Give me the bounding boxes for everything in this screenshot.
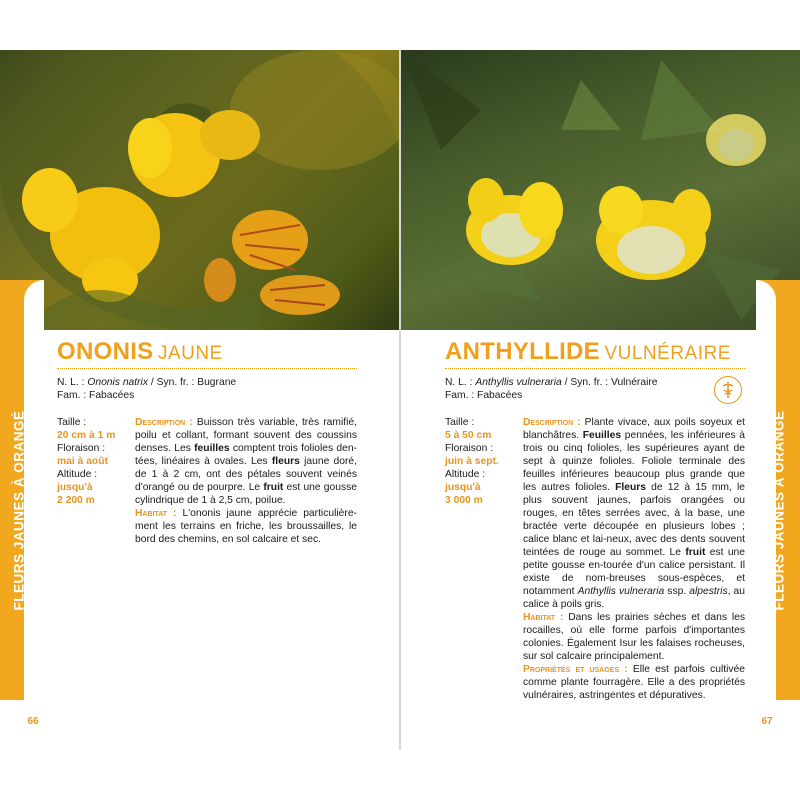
right-nl-latin: Anthyllis vulneraria [475, 377, 562, 388]
left-section-label: FLEURS JAUNES À ORANGÉ [11, 410, 27, 611]
right-section-label: FLEURS JAUNES À ORANGÉ [771, 410, 787, 611]
right-desc-latin-1: Anthyllis vulneraria [577, 586, 665, 597]
left-taille-value: 20 cm à 1 m [57, 430, 116, 441]
right-floraison-label: Floraison : [445, 443, 494, 454]
left-page-corner [24, 280, 44, 700]
right-description-heading: Description : [523, 417, 581, 428]
left-title-rule [57, 368, 357, 369]
left-nl-synonym: / Syn. fr. : Bugrane [148, 377, 237, 388]
right-nl-prefix: N. L. : [445, 377, 476, 388]
right-taille-label: Taille : [445, 417, 475, 428]
left-title-secondary: JAUNE [157, 343, 223, 364]
left-description-heading: Description : [135, 417, 193, 428]
left-description [135, 416, 357, 546]
right-desc-part-5: ssp. [664, 586, 690, 597]
left-nl-prefix: N. L. : [57, 377, 88, 388]
right-taille-value: 5 à 50 cm [445, 430, 492, 441]
left-desc-part-1: Buisson très variable, très ramifié, poilu et collant, formant souvent des coussins denses. Les [135, 417, 357, 454]
left-page-number: 66 [22, 710, 44, 732]
right-desc-latin-2: alpestris [689, 586, 728, 597]
medicinal-plant-icon [714, 376, 742, 404]
book-gutter [399, 50, 401, 750]
right-title-rule [445, 368, 745, 369]
right-desc-fruit: fruit [685, 547, 706, 558]
left-nl-latin: Ononis natrix [87, 377, 148, 388]
left-meta [57, 416, 127, 507]
right-altitude-value-1: jusqu'à [445, 482, 481, 493]
left-desc-part-2: comptent trois folioles den-tées, linéaires à ovales. Les [135, 443, 357, 467]
left-altitude-value-2: 2 200 m [57, 495, 95, 506]
left-altitude-value-1: jusqu'à [57, 482, 93, 493]
right-proprietes-heading: Propriétés et usages : [523, 664, 628, 675]
left-taille-label: Taille : [57, 417, 87, 428]
right-desc-part-3: de 12 à 15 mm, le plus souvent jaunes, parfois orangées ou rouges, en têtes serrées avec, à la base, une bractée verte découpée en plusieurs lobes ; calice blanc et lai-neux, avec des dents souvent teintées de rouge au sommet. Le [523, 482, 745, 558]
right-desc-part-2: pennées, les inférieures à trois ou cinq folioles, les supérieures ayant de sept à quinze folioles. Foliole terminale des feuilles inférieures beaucoup plus grande que les autres folioles. [523, 430, 745, 493]
anthyllis-photo [401, 50, 800, 330]
right-proprietes-text: Elle est parfois cultivée comme plante fourragère. Elle a des propriétés vulnéraires, astringentes et dépuratives. [523, 664, 746, 701]
left-nomenclature [57, 376, 236, 402]
right-page-number: 67 [756, 710, 778, 732]
right-description [523, 416, 745, 702]
left-altitude-label: Altitude : [57, 469, 98, 480]
left-desc-part-3: jaune doré, de 1 à 2 cm, ont des pétales souvent veinés d'orangé ou de pourpre. Le [135, 456, 357, 493]
ononis-photo [0, 50, 399, 330]
left-habitat-text: L'ononis jaune apprécie particulière-ment les terrains en friche, les broussailles, le bord des chemins, en sol calcaire et sec. [135, 508, 357, 545]
right-altitude-label: Altitude : [445, 469, 486, 480]
right-family: Fam. : Fabacées [445, 390, 523, 401]
right-desc-feuilles: Feuilles [582, 430, 622, 441]
right-title-secondary: VULNÉRAIRE [604, 343, 731, 364]
right-nomenclature [445, 376, 658, 402]
right-habitat-heading: Habitat : [523, 612, 564, 623]
right-floraison-value: juin à sept. [445, 456, 499, 467]
left-page-title [57, 338, 223, 366]
left-title-main: ONONIS [57, 338, 154, 365]
right-desc-part-1: Plante vivace, aux poils soyeux et blanchâtres. [523, 417, 745, 441]
left-desc-fleurs: fleurs [271, 456, 300, 467]
right-desc-part-6: , au calice à poils gris. [523, 586, 745, 610]
right-desc-fleurs: Fleurs [615, 482, 647, 493]
left-family: Fam. : Fabacées [57, 390, 135, 401]
right-desc-part-4: est une petite gousse en-tourée d'un calice persistant. Il existe de nom-breuses sous-espèces, et notamment [523, 547, 745, 597]
left-habitat-heading: Habitat : [135, 508, 177, 519]
right-page-title [445, 338, 731, 366]
left-desc-fruit: fruit [263, 482, 284, 493]
right-title-main: ANTHYLLIDE [445, 338, 600, 365]
left-floraison-value: mai à août [57, 456, 108, 467]
left-desc-feuilles: feuilles [194, 443, 230, 454]
right-nl-synonym: / Syn. fr. : Vulnéraire [561, 377, 658, 388]
left-desc-part-4: est une gousse cylindrique de 1 à 2,5 cm, poilue. [135, 482, 357, 506]
left-floraison-label: Floraison : [57, 443, 106, 454]
right-habitat-text: Dans les prairies sèches et dans les rocailles, où elle forme parfois d'importantes colonies. Également Isur les falaises rocheuses, sur sol calcaire principalement. [523, 612, 745, 662]
right-altitude-value-2: 3 000 m [445, 495, 483, 506]
right-meta [445, 416, 515, 507]
